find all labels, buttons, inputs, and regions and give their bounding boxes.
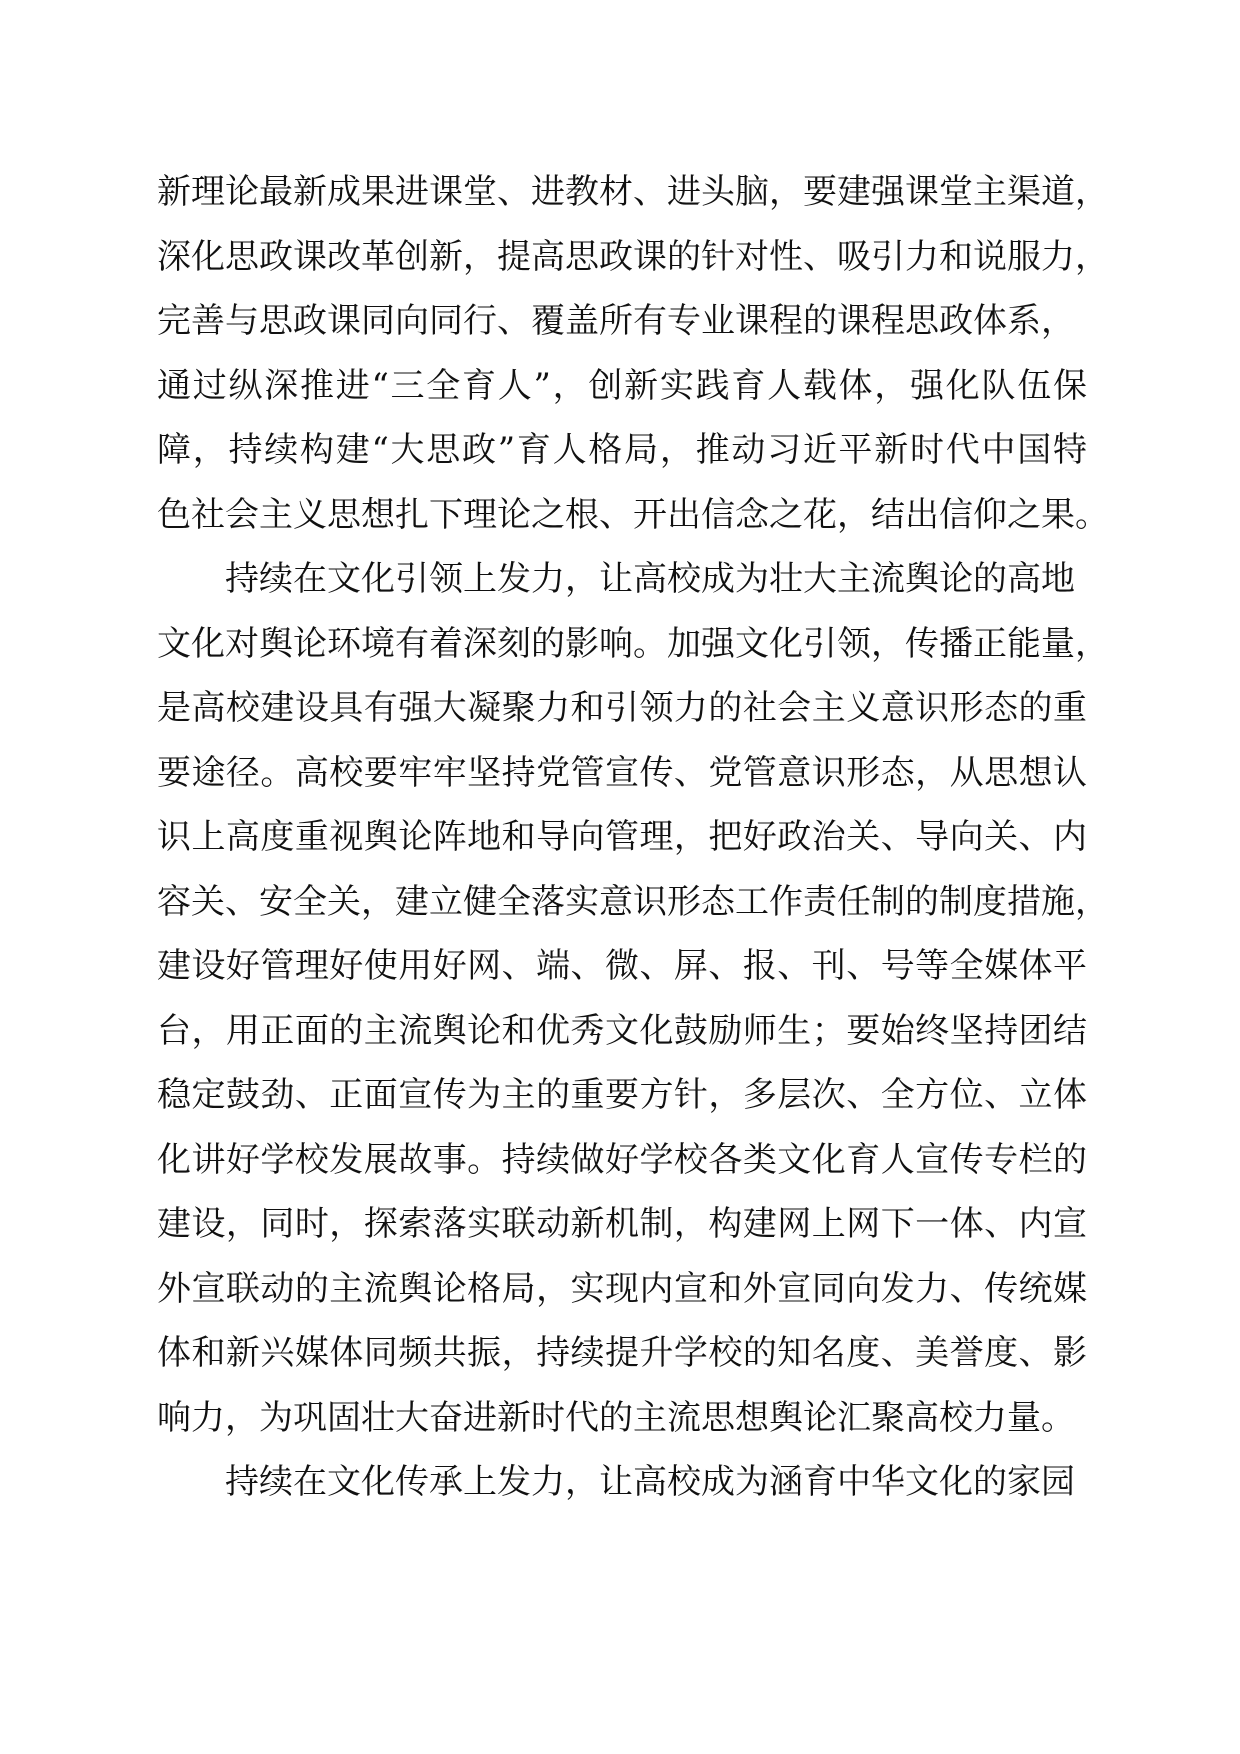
body-text (157, 160, 1109, 1515)
text-line: 建设好管理好使用好网、端、微、屏、报、刊、号等全媒体平 (157, 946, 1087, 986)
text-line: 要途径。高校要牢牢坚持党管宣传、党管意识形态，从思想认 (157, 752, 1087, 793)
section-heading: 持续在文化引领上发力，让高校成为壮大主流舆论的高地 (225, 559, 1075, 599)
text-line: 文化对舆论环境有着深刻的影响。加强文化引领，传播正能量， (157, 623, 1109, 664)
text-line: 深化思政课改革创新，提高思政课的针对性、吸引力和说服力， (157, 236, 1109, 277)
text-line: 外宣联动的主流舆论格局，实现内宣和外宣同向发力、传统媒 (157, 1268, 1087, 1309)
text-line: 是高校建设具有强大凝聚力和引领力的社会主义意识形态的重 (157, 688, 1087, 728)
text-line: 障，持续构建“大思政”育人格局，推动习近平新时代中国特 (157, 430, 1087, 470)
text-line: 完善与思政课同向同行、覆盖所有专业课程的课程思政体系， (157, 301, 1075, 341)
text-line: 化讲好学校发展故事。持续做好学校各类文化育人宣传专栏的 (157, 1139, 1087, 1180)
text-line: 响力，为巩固壮大奋进新时代的主流思想舆论汇聚高校力量。 (157, 1397, 1075, 1438)
text-line: 通过纵深推进“三全育人”，创新实践育人载体，强化队伍保 (157, 365, 1087, 406)
text-line: 色社会主义思想扎下理论之根、开出信念之花，结出信仰之果。 (157, 494, 1109, 535)
text-line: 体和新兴媒体同频共振，持续提升学校的知名度、美誉度、影 (157, 1333, 1087, 1373)
text-line: 新理论最新成果进课堂、进教材、进头脑，要建强课堂主渠道， (157, 172, 1109, 212)
text-line: 容关、安全关，建立健全落实意识形态工作责任制的制度措施， (157, 881, 1109, 922)
text-line: 台，用正面的主流舆论和优秀文化鼓励师生；要始终坚持团结 (157, 1010, 1087, 1051)
text-line: 建设，同时，探索落实联动新机制，构建网上网下一体、内宣 (157, 1204, 1087, 1244)
text-line: 识上高度重视舆论阵地和导向管理，把好政治关、导向关、内 (157, 817, 1087, 857)
text-line: 稳定鼓劲、正面宣传为主的重要方针，多层次、全方位、立体 (157, 1075, 1087, 1115)
section-heading: 持续在文化传承上发力，让高校成为涵育中华文化的家园 (225, 1462, 1075, 1502)
